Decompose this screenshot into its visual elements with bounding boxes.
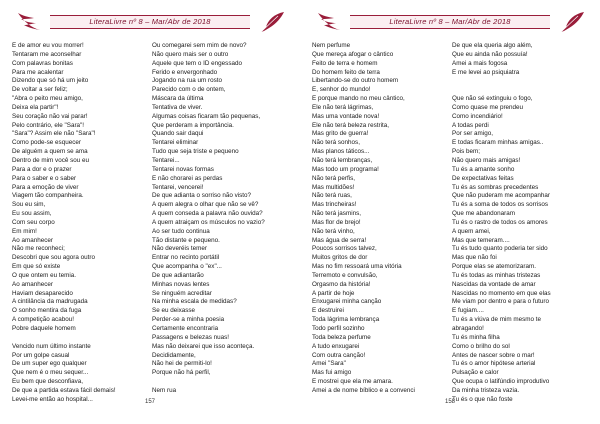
text-line: Tu és o amor hipótese arterial	[452, 360, 536, 368]
text-line: Eu bem que desconfiava,	[12, 378, 84, 386]
text-line: Haviam desaparecido	[12, 289, 73, 297]
text-line: Muitos gritos de dor	[312, 254, 368, 262]
text-line: Máscara da última	[152, 95, 204, 103]
text-line: Não terá lembranças,	[312, 156, 373, 164]
text-line: Porque não há perfil,	[152, 369, 211, 377]
text-line: Que acompanha o "ex"...	[152, 263, 222, 271]
text-line: Que eu ainda não possuía!	[452, 50, 528, 58]
text-line: Não me reconheci;	[12, 245, 65, 253]
text-line: Tentarei, vencerei!	[152, 183, 204, 191]
quill-pen-icon	[258, 10, 286, 34]
text-line: "Sara"? Assim ele não "Sara"!	[12, 130, 96, 138]
text-line: Toda beleza perfume	[312, 333, 371, 341]
text-line: Tudo que seja triste e pequeno	[152, 148, 239, 156]
text-line: Por ser amigo,	[452, 130, 493, 138]
text-line: Tu és o que não foste	[452, 395, 513, 403]
text-line: Tentarei eliminar	[152, 139, 199, 147]
text-line: Nem perfume	[312, 42, 351, 49]
text-line: Para a emoção de viver	[12, 183, 79, 191]
text-line: De que a partida estava fácil demais!	[12, 386, 116, 394]
text-line: E todas ficaram minhas amigas..	[452, 139, 544, 147]
text-line: Ao ser tudo continua	[152, 227, 210, 235]
text-line: Vencido num último instante	[12, 342, 91, 350]
text-line: Do homem feito de terra	[312, 68, 380, 76]
text-line: Tu és o rastro de todos os amores	[452, 218, 548, 226]
text-line: Na minha escala de medidas?	[152, 298, 237, 306]
page-header	[310, 10, 590, 34]
text-line: Pelo contrário, ele "Sara"!	[12, 121, 85, 129]
text-line: Algumas coisas ficaram tão pequenas,	[152, 112, 261, 120]
text-line: Nascidas no momento em que elas	[452, 289, 551, 297]
text-line: E destruirei	[312, 307, 344, 315]
text-line: Jogando na rua um rosto	[152, 77, 223, 85]
text-column	[312, 42, 442, 396]
text-line: E mostrei que ela me amara.	[312, 378, 393, 386]
journal-title: LiteraLivre nº 8 – Mar/Abr de 2018	[89, 17, 211, 26]
text-line: Mas água de serra!	[312, 236, 367, 244]
text-line: Dentro de mim você sou eu	[12, 156, 89, 164]
text-line: Mas multidões!	[312, 183, 355, 191]
text-line: E porque mando no meu cântico,	[312, 95, 405, 103]
text-line: Mas grito de guerra!	[312, 130, 369, 138]
text-line: Amei a mais fogosa	[452, 59, 508, 67]
page-number: 158	[444, 399, 455, 405]
text-line: Orgasmo da história!	[312, 280, 371, 288]
text-line: De expectativas feitas	[452, 174, 514, 182]
text-line: E fugiam....	[452, 307, 484, 315]
text-line: Ou comegarei sem mim de novo?	[152, 42, 247, 49]
header-bar	[50, 15, 250, 29]
text-line: Parecido com o de ontem,	[152, 86, 226, 94]
text-line: Nem rua	[152, 386, 177, 394]
text-line: Porque elas se atemorizaram.	[452, 263, 536, 271]
text-line: Não terá ruas,	[312, 192, 352, 200]
text-line: Tentarei novas formas	[152, 165, 214, 173]
text-line: O que ontem eu temia.	[12, 271, 77, 279]
text-line: Tu és as sombras precedentes	[452, 183, 539, 191]
text-line: Para me acalentar	[12, 68, 64, 76]
text-line: Com outra canção!	[312, 351, 366, 359]
text-line: Mas trincheiras!	[312, 201, 357, 209]
text-line: Que não sé extinguiu o fogo,	[452, 95, 533, 103]
text-line: Libertando-se do outro homem	[312, 77, 399, 85]
text-line: De que adianta o sorriso não visto?	[152, 192, 252, 200]
text-line: Ele não terá lágrimas,	[312, 103, 374, 111]
text-column	[152, 42, 282, 396]
text-line: A quem alegra o olhar que não se vê?	[152, 201, 259, 209]
text-line: Não terá jasmins,	[312, 210, 361, 218]
text-line: A quem amei,	[452, 227, 491, 235]
text-line: Que ocupa o latifúndio improdutivo	[452, 378, 550, 386]
text-line: Nascidas da vontade de amar	[452, 280, 536, 288]
text-line: Mas que temeram....	[452, 236, 510, 244]
text-line: Não hei de permiti-lo!	[152, 360, 212, 368]
text-line: Da minha tristeza vazia.	[452, 386, 520, 394]
text-line: Minhas novas lentes	[152, 280, 210, 288]
text-line: Não terá sonhos,	[312, 139, 360, 147]
text-line: Como quase me prendeu	[452, 103, 524, 111]
text-line: Quando sair daqui	[152, 130, 204, 138]
text-line: Por um golpe casual	[12, 351, 70, 359]
text-line: Como pode-se esquecer	[12, 139, 81, 147]
text-line: Mas não deixarei que isso aconteça.	[152, 342, 255, 350]
text-line: Tão distante e pequeno.	[152, 236, 220, 244]
text-line: Não terá vinho,	[312, 227, 355, 235]
text-line: De voltar a ser feliz;	[12, 86, 68, 94]
text-line: Mas flor de brejo!	[312, 218, 361, 226]
text-line: A cintilância da madrugada	[12, 298, 88, 306]
text-line: Como o brilho do sol	[452, 342, 510, 350]
text-line: De que ela queria algo além,	[452, 42, 533, 49]
text-line: Toda lágrima lembrança	[312, 316, 380, 324]
text-line: De alguém a quem se ama	[12, 148, 88, 156]
right-page	[300, 0, 600, 424]
text-line: Pois bem;	[452, 148, 480, 156]
text-line	[152, 378, 282, 387]
text-line: De um super ego qualquer	[12, 360, 87, 368]
text-line: Ao amanhecer	[12, 280, 53, 288]
text-line: Todo perfil sozinho	[312, 325, 365, 332]
journal-title: LiteraLivre nº 8 – Mar/Abr de 2018	[389, 17, 511, 26]
text-line: Tu és a soma de todos os sorrisos	[452, 201, 549, 209]
text-line: Mas uma vontade nova!	[312, 112, 380, 120]
quill-pen-icon	[558, 10, 586, 34]
text-line: Não terá perfis,	[312, 174, 356, 182]
text-line: "Abra o peito meu amigo,	[12, 95, 83, 103]
text-line: Como incendiário!	[452, 112, 503, 120]
text-line: Tu és todas as minhas tristezas	[452, 271, 541, 279]
text-line: Me viam por dentro e para o futuro	[452, 298, 549, 306]
text-line: Ele não terá beleza restrita,	[312, 121, 390, 129]
text-line: A quem conseda a palavra não ouvida?	[152, 210, 263, 218]
text-line: Não quero mais ser o outro	[152, 50, 229, 58]
text-line: Descobri que sou agora outro	[12, 254, 95, 262]
text-line: Ferido e envergonhado	[152, 68, 218, 76]
text-line: Tu és minha filha	[452, 333, 500, 341]
text-line: Decididamente,	[152, 351, 196, 359]
text-line: A todas perdi	[452, 121, 489, 129]
text-line	[12, 334, 142, 343]
text-line: A quem atraiçam os músculos no vazio?	[152, 218, 265, 226]
text-line: E me levei ao psiquiatra	[452, 68, 520, 76]
text-line: Não deveréis temer	[152, 245, 207, 253]
text-line: Para a dor e o prazer	[12, 165, 72, 173]
text-line: Ao amanhecer	[12, 236, 53, 244]
text-line: Tu és a amante sonho	[452, 165, 515, 173]
text-line: Sou eu sim,	[12, 201, 46, 209]
text-line: Para o saber e o saber	[12, 174, 77, 182]
text-line: Feito de terra e homem	[312, 59, 378, 67]
text-line: Enxugarei minha canção	[312, 298, 382, 306]
text-line	[452, 86, 582, 95]
text-line: E de amor eu vou morrer!	[12, 42, 84, 49]
text-line: Que mereça afogar o cântico	[312, 50, 394, 58]
text-line: Que perderam a importância.	[152, 121, 234, 129]
text-line: Poucos sorrisos talvez,	[312, 245, 377, 253]
text-line: Aquele que tem o ID engessado	[152, 59, 242, 67]
text-line: Eu sou assim,	[12, 210, 52, 218]
text-line: Mas no fim ressoará uma vitória	[312, 263, 402, 271]
text-line: Em que só existe	[12, 263, 61, 271]
text-line: Mas planos táticos...	[312, 148, 370, 156]
text-line: Tentarei...	[152, 156, 180, 164]
text-line: E não chorarei as perdas	[152, 174, 223, 182]
text-line: Em mim!	[12, 227, 37, 235]
text-line: Tu és a viúva de mim mesmo te	[452, 316, 542, 324]
text-line: Terremoto e convulsão,	[312, 271, 378, 279]
text-line: Antes de nascer sobre o mar!	[452, 351, 535, 359]
header-bar	[350, 15, 550, 29]
text-line: Tu és tudo quanto poderia ter sido	[452, 245, 548, 253]
text-line: Se eu deixasse	[152, 307, 196, 315]
text-line: Mas fui amigo	[312, 369, 352, 377]
page-number: 157	[144, 399, 155, 405]
text-line: Passagens e belezas nuas!	[152, 333, 230, 341]
text-line: Com seu corpo	[12, 218, 55, 226]
text-column	[12, 42, 142, 405]
text-line: Não quero mais amigas!	[452, 156, 521, 164]
text-line: Seu coração não vai parar!	[12, 112, 88, 120]
text-line: E, senhor do mundo!	[312, 86, 371, 94]
angel-wing-icon	[14, 10, 42, 34]
text-line: Pulsação e calor	[452, 369, 499, 377]
text-line: Que não puderam me acompanhar	[452, 192, 551, 200]
text-line: Certamente encontraria	[152, 325, 219, 332]
text-line: abragando!	[452, 325, 484, 332]
text-line: Tentaram me aconselhar	[12, 50, 82, 58]
text-line: A partir de hoje	[312, 289, 355, 297]
text-line: A competição acabou!	[12, 316, 74, 324]
angel-wing-icon	[314, 10, 342, 34]
text-line: Dizendo que só há um jeito	[12, 77, 89, 85]
text-line: Levei-me então ao hospital...	[12, 395, 93, 403]
text-line: Que nem é o meu sequer...	[12, 369, 89, 377]
text-line: Viagem tão companheira.	[12, 192, 84, 200]
text-line: Pobre daquele homem	[12, 325, 76, 332]
text-line: Deixa ela partir"!	[12, 103, 59, 111]
text-line: Amei a de nome bíblico e a convenci	[312, 386, 415, 394]
text-line: Perder-se a minha poesia	[152, 316, 225, 324]
text-line: Entrar no recinto portátil	[152, 254, 220, 262]
text-line: Tentativa de viver.	[152, 103, 203, 111]
text-line: Se ninguém acreditar	[152, 289, 212, 297]
text-line: Mas que não foi	[452, 254, 497, 262]
text-line: Mas todo um programa!	[312, 165, 379, 173]
text-line: O sonho mentira da fuga	[12, 307, 82, 315]
text-line: De que adiantarão	[152, 271, 204, 279]
text-column	[452, 42, 582, 405]
text-line: Que me abandonaram	[452, 210, 516, 218]
text-line	[452, 77, 582, 86]
text-line: Amei "Sara"	[312, 360, 346, 368]
page-header	[10, 10, 290, 34]
text-line: Com palavras bonitas	[12, 59, 73, 67]
text-line: A tudo enxugarei	[312, 342, 360, 350]
